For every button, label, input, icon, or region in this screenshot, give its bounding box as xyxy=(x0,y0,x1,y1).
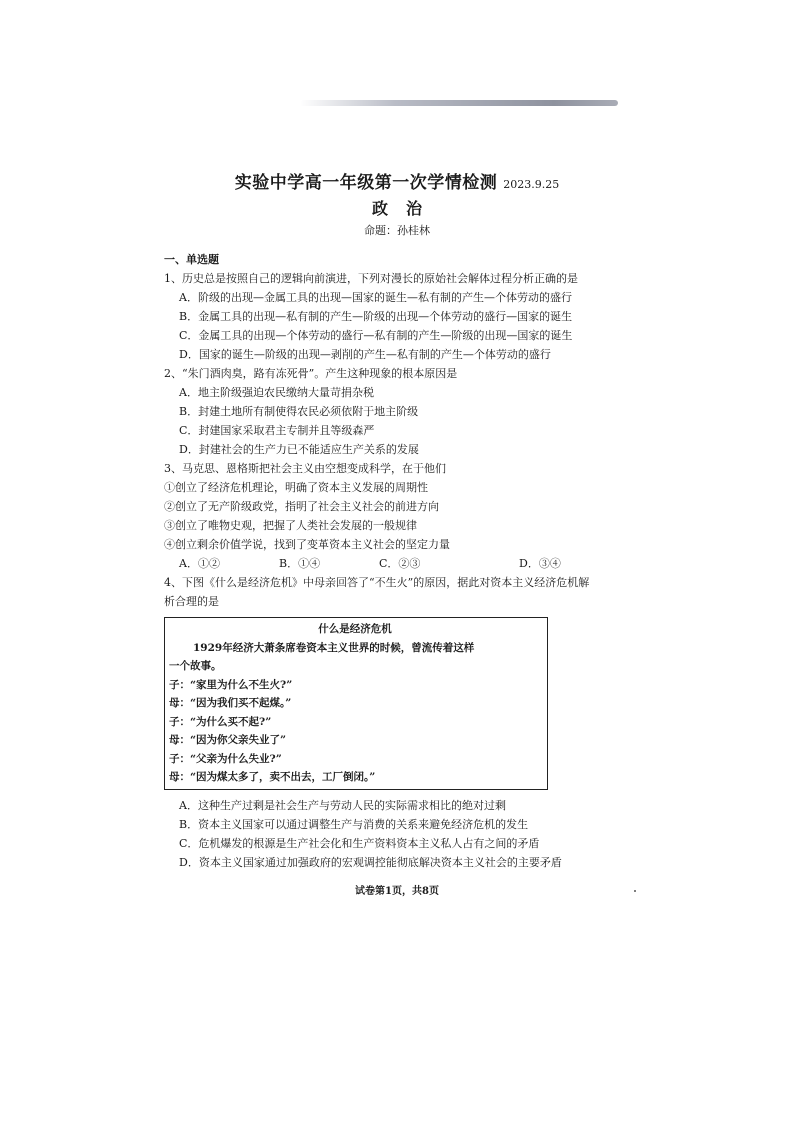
option-b: B．资本主义国家可以通过调整生产与消费的关系来避免经济危机的发生 xyxy=(179,817,529,831)
exam-subject: 政治 xyxy=(371,199,440,218)
scan-speck xyxy=(634,890,636,892)
page-footer: 试卷第1页，共8页 xyxy=(355,886,439,897)
exam-title: 实验中学高一年级第一次学情检测 xyxy=(234,173,498,193)
question-stem-line-2: 析合理的是 xyxy=(164,595,219,608)
question-stem: 2、“朱门酒肉臭，路有冻死骨”。产生这种现象的根本原因是 xyxy=(164,367,458,380)
question-stem: 3、马克思、恩格斯把社会主义由空想变成科学，在于他们 xyxy=(164,462,446,475)
story-intro-line-2: 一个故事。 xyxy=(169,660,222,672)
dialogue-line: 母：“因为煤太多了，卖不出去，工厂倒闭。” xyxy=(169,771,376,783)
statement-3: ③创立了唯物史观，把握了人类社会发展的一般规律 xyxy=(164,519,417,532)
choice-d: D．③④ xyxy=(519,557,561,570)
choice-b: B．①④ xyxy=(279,557,321,570)
option-d: D．封建社会的生产力已不能适应生产关系的发展 xyxy=(179,443,419,456)
story-title: 什么是经济危机 xyxy=(318,623,392,635)
choice-a: A．①② xyxy=(179,557,220,570)
choice-row xyxy=(164,554,634,573)
exam-date: 2023.9.25 xyxy=(503,178,560,191)
option-a: A．地主阶级强迫农民缴纳大量苛捐杂税 xyxy=(179,386,374,399)
dialogue-line: 母：“因为你父亲失业了” xyxy=(169,734,287,746)
exam-content xyxy=(164,250,634,872)
option-b: B．封建土地所有制使得农民必须依附于地主阶级 xyxy=(179,405,419,418)
statement-2: ②创立了无产阶级政党，指明了社会主义社会的前进方向 xyxy=(164,500,439,513)
option-a: A．这种生产过剩是社会生产与劳动人民的实际需求相比的绝对过剩 xyxy=(179,798,506,812)
option-c: C．金属工具的出现—个体劳动的盛行—私有制的产生—阶级的出现—国家的诞生 xyxy=(179,329,573,342)
question-1 xyxy=(164,269,634,364)
statement-1: ①创立了经济危机理论，明确了资本主义发展的周期性 xyxy=(164,481,428,494)
option-c: C．封建国家采取君主专制并且等级森严 xyxy=(179,424,375,437)
question-4 xyxy=(164,573,634,872)
story-box xyxy=(164,617,548,790)
question-stem: 1、历史总是按照自己的逻辑向前演进，下列对漫长的原始社会解体过程分析正确的是 xyxy=(164,272,578,285)
question-3 xyxy=(164,459,634,573)
question-2 xyxy=(164,364,634,459)
dialogue-line: 子：“为什么买不起?” xyxy=(169,715,272,728)
story-intro-line-1: 1929年经济大萧条席卷资本主义世界的时候，曾流传着这样 xyxy=(193,641,475,654)
question-stem-line-1: 4、下图《什么是经济危机》中母亲回答了“不生火”的原因，据此对资本主义经济危机解 xyxy=(164,576,590,589)
dialogue-line: 子：“父亲为什么失业?” xyxy=(169,752,282,765)
dialogue-line: 子：“家里为什么不生火?” xyxy=(169,678,293,691)
option-d: D．国家的诞生—阶级的出现—剥削的产生—私有制的产生—个体劳动的盛行 xyxy=(179,348,551,361)
choice-c: C．②③ xyxy=(379,557,421,570)
option-a: A．阶级的出现—金属工具的出现—国家的诞生—私有制的产生—个体劳动的盛行 xyxy=(179,291,572,304)
exam-author: 命题：孙桂林 xyxy=(364,224,430,237)
scan-edge-artifact xyxy=(300,100,618,106)
statement-4: ④创立剩余价值学说，找到了变革资本主义社会的坚定力量 xyxy=(164,538,450,551)
option-b: B．金属工具的出现—私有制的产生—阶级的出现—个体劳动的盛行—国家的诞生 xyxy=(179,310,573,323)
option-d: D．资本主义国家通过加强政府的宏观调控能彻底解决资本主义社会的主要矛盾 xyxy=(179,855,562,869)
dialogue-line: 母：“因为我们买不起煤。” xyxy=(169,697,292,709)
exam-header xyxy=(0,168,794,193)
option-c: C．危机爆发的根源是生产社会化和生产资料资本主义私人占有之间的矛盾 xyxy=(179,836,540,850)
section-heading: 一、单选题 xyxy=(164,253,219,266)
